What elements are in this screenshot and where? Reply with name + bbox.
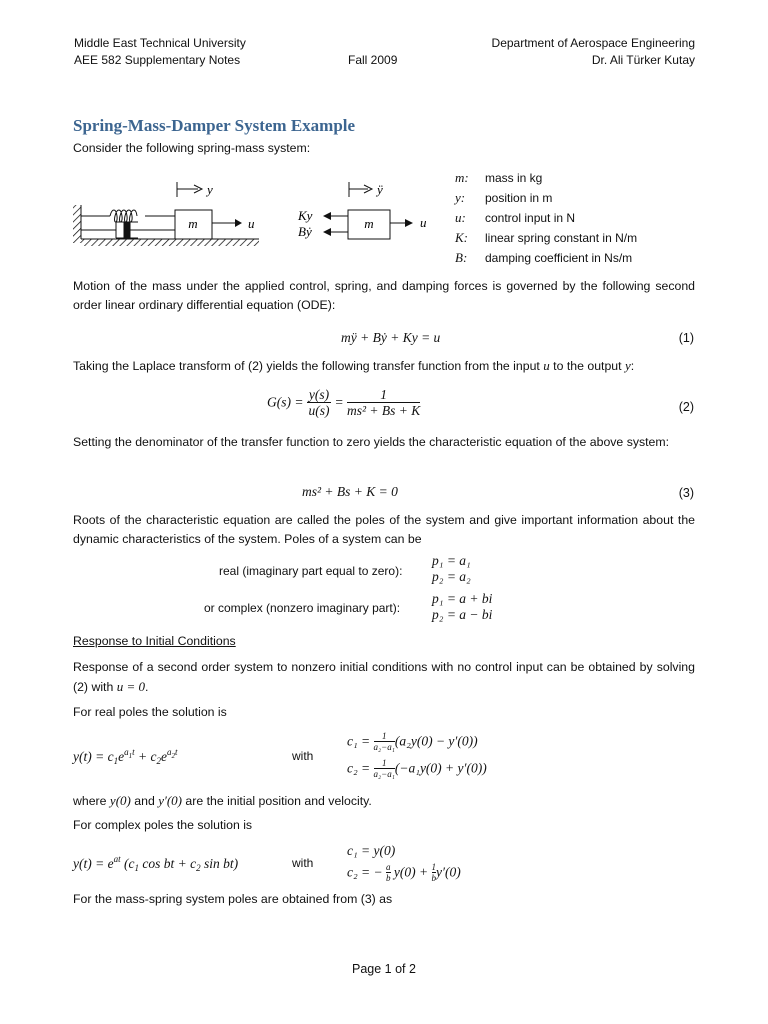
legend-item: m: mass in kg [455,170,543,185]
equation-3: ms² + Bs + K = 0 [302,484,398,499]
header-term: Fall 2009 [348,53,398,67]
intro-text: Consider the following spring-mass system: [73,141,311,155]
characteristic-paragraph: Setting the denominator of the transfer function to zero yields the characteristic equation of the above system: [73,435,670,449]
legend-item: u: control input in N [455,210,576,225]
real-poles-intro: For real poles the solution is [73,705,227,719]
complex-poles-label: or complex (nonzero imaginary part): [204,601,401,615]
damping-force-label: Bẏ [298,224,312,239]
real-solution: $y(t) = c_1e^{a_1t} + c_2e^{a_2t}$ [73,747,178,766]
legend-item: B: damping coefficient in Ns/m [455,250,633,265]
equation-2: G(s) = $\frac{y(s)}{u(s)}$ = $\frac{1}{\text{ms² + Bs + K}}$ [267,387,421,418]
department-name: Department of Aerospace Engineering [491,36,695,50]
course-name: AEE 582 Supplementary Notes [74,53,241,67]
section-heading: Response to Initial Conditions [73,634,236,648]
initial-conditions-paragraph: Response of a second order system to nonzero initial conditions with no control input can be obtained by solving (2) with u = 0. [73,660,695,694]
equation-1: mÿ + Bẏ + Ky = u [341,330,441,345]
complex-poles: p₁ = a + bi p₂ = a − bi [432,591,493,622]
spring-mass-damper-diagram [70,175,440,255]
wall [73,205,81,243]
damper [81,222,175,238]
with-label-1: with [292,749,314,763]
complex-poles-intro: For complex poles the solution is [73,818,253,832]
equation-2-number: (2) [678,400,694,414]
c2-complex: c₂ = − $\frac{a}{b}$ y(0) + $\frac{1}{b}$ y′(0) [347,862,461,883]
complex-solution: $y(t) = e^{at}$ ($c_1$ cos bt + $c_2$ sin bt) [73,854,239,873]
fbd-input-u-label: u [420,215,427,230]
c2-real: c₂ = $\frac{1}{\text{a₂−a₁}}$ (−a₁y(0) + y′(0)) [347,758,487,779]
fbd-mass-label: m [364,216,374,231]
document-title: Spring-Mass-Damper System Example [73,116,356,135]
ode-paragraph: Motion of the mass under the applied control, spring, and damping forces is governed by the following second order linear ordinary differential equation (ODE): [73,279,695,312]
ground [81,239,259,246]
poles-paragraph: Roots of the characteristic equation are called the poles of the system and give important information about the dynamic characteristics of the system. Poles of a system can be [73,513,695,546]
mass-label: m [188,216,198,231]
closing-paragraph: For the mass-spring system poles are obtained from (3) as [73,892,393,906]
university-name: Middle East Technical University [74,36,246,50]
real-poles: p₁ = a₁ p₂ = a₂ [432,553,471,584]
input-u-label: u [248,216,255,231]
page-number: Page 1 of 2 [352,962,416,976]
position-y-label: y [207,182,213,197]
initial-values-note: where y(0) and y′(0) are the initial position and velocity. [73,793,372,808]
header-right [492,35,695,69]
acceleration-label: ÿ [377,182,383,197]
symbol-legend [455,168,637,268]
equation-3-number: (3) [678,486,694,500]
equation-1-number: (1) [678,331,694,345]
spring-force-label: Ky [298,208,313,223]
legend-item: y: position in m [455,190,553,205]
author-name: Dr. Ali Türker Kutay [591,53,695,67]
with-label-2: with [292,856,314,870]
header-left [74,35,246,69]
c1-complex: c₁ = y(0) [347,843,396,858]
legend-item: K: linear spring constant in N/m [455,230,638,245]
real-poles-label: real (imaginary part equal to zero): [219,564,403,578]
spring [81,210,175,222]
laplace-paragraph: Taking the Laplace transform of (2) yields the following transfer function from the input u to the output y: [73,358,635,373]
c1-real: c₁ = $\frac{1}{\text{a₂−a₁}}$ (a₂y(0) − y′(0)) [347,731,478,752]
